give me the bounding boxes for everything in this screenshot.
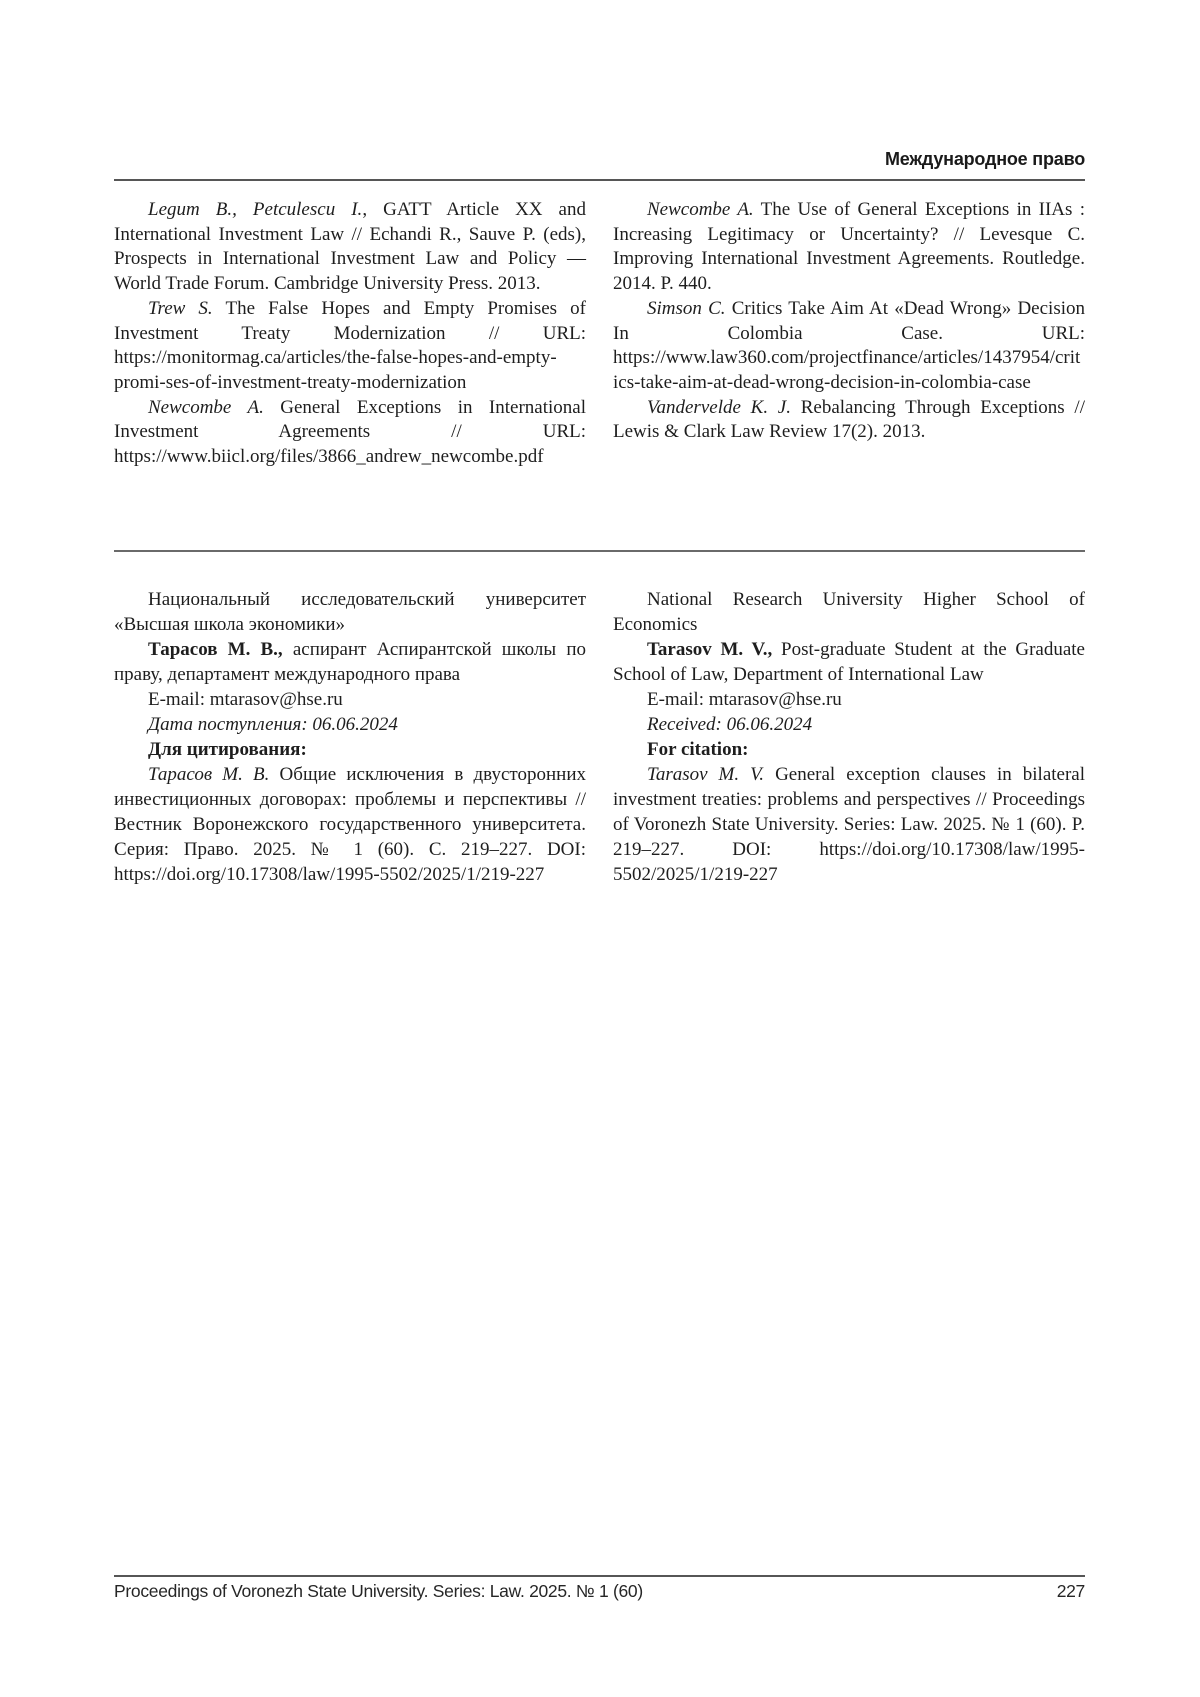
citation-author-ru: Тарасов М. В. xyxy=(148,764,270,785)
page-footer xyxy=(114,1581,1085,1602)
author-position-en: Post-graduate Student at the Graduate School of Law, Department of International Law xyxy=(613,639,1085,685)
reference-authors: Vandervelde K. J. xyxy=(647,396,791,418)
reference-text: , GATT Article XX and International Investment Law // Echandi R., Sauve P. (eds), Prospects in International Investment Law and Policy — World Trade Forum. Cambridge University Press. 2013. xyxy=(114,199,586,295)
reference-entry xyxy=(613,198,1085,297)
citation-author-en: Tarasov M. V. xyxy=(647,764,765,785)
footer-rule xyxy=(114,1575,1085,1577)
reference-authors: Newcombe A. xyxy=(148,396,264,418)
author-email-ru: E-mail: mtarasov@hse.ru xyxy=(148,689,343,710)
reference-entry xyxy=(613,396,1085,445)
citation-ru xyxy=(114,762,586,887)
author-position-ru: аспирант Аспирантской школы по праву, департамент международного права xyxy=(114,639,586,685)
references-right-column xyxy=(613,198,1085,470)
author-info-en xyxy=(613,637,1085,687)
citation-heading-ru: Для цитирования: xyxy=(148,739,307,760)
citation-text-ru: Общие исключения в двусторонних инвестиционных договорах: проблемы и перспективы // Вестник Воронежского государственного университета. Серия: Право. 2025. № 1 (60). С. 219–227. DOI: https://doi.org/10.17308/law/1995-5502/2025/1/219-227 xyxy=(114,764,586,885)
section-label: Международное право xyxy=(884,149,1085,169)
reference-entry xyxy=(613,297,1085,396)
reference-text: The False Hopes and Empty Promises of Investment Treaty Modernization // URL: https://monitormag.ca/articles/the-false-hopes-and-empty-promi-ses-of-investment-treaty-modernization xyxy=(114,297,586,393)
journal-info: Proceedings of Voronezh State University. Series: Law. 2025. № 1 (60) xyxy=(114,1581,643,1601)
authors-ru-column xyxy=(114,587,586,887)
references-left-column xyxy=(114,198,586,470)
references-block xyxy=(114,198,1085,470)
reference-authors: Newcombe A. xyxy=(647,199,754,220)
reference-authors: Simson C. xyxy=(647,297,726,319)
affiliation-en: National Research University Higher School of Economics xyxy=(613,589,1085,635)
running-head xyxy=(114,149,1085,170)
reference-authors: Trew S. xyxy=(148,297,213,319)
reference-text: The Use of General Exceptions in IIAs : Increasing Legitimacy or Uncertainty? // Levesque C. Improving International Investment Agreements. Routledge. 2014. P. 440. xyxy=(613,199,1085,295)
received-date-en: Received: 06.06.2024 xyxy=(647,714,813,735)
author-name-en: Tarasov M. V., xyxy=(647,639,773,660)
received-date-ru: Дата поступления: 06.06.2024 xyxy=(148,714,398,735)
author-name-ru: Тарасов М. В., xyxy=(148,639,283,660)
reference-entry xyxy=(114,198,586,297)
reference-text: Rebalancing Through Exceptions // Lewis & Clark Law Review 17(2). 2013. xyxy=(613,396,1085,443)
reference-text: General Exceptions in International Investment Agreements // URL: https://www.biicl.org/files/3866_andrew_newcombe.pdf xyxy=(114,396,586,468)
page-number: 227 xyxy=(1056,1581,1085,1601)
author-info-ru xyxy=(114,637,586,687)
header-rule xyxy=(114,179,1085,181)
citation-text-en: General exception clauses in bilateral investment treaties: problems and perspectives // Proceedings of Voronezh State University. Series: Law. 2025. № 1 (60). P. 219–227. DOI: https://doi.org/10.17308/law/1995-5502/2025/1/219-227 xyxy=(613,764,1085,885)
authors-en-column xyxy=(613,587,1085,887)
reference-entry xyxy=(114,297,586,396)
affiliation-ru: Национальный исследовательский университет «Высшая школа экономики» xyxy=(114,589,586,635)
reference-authors: Legum B., Petculescu I. xyxy=(148,199,363,220)
citation-en xyxy=(613,762,1085,887)
section-divider-rule xyxy=(114,550,1085,552)
reference-entry xyxy=(114,396,586,470)
authors-block xyxy=(114,587,1085,887)
reference-text: Critics Take Aim At «Dead Wrong» Decision In Colombia Case. URL: https://www.law360.com/projectfinance/articles/1437954/critics-take-aim-at-dead-wrong-decision-in-colombia-case xyxy=(613,297,1085,393)
citation-heading-en: For citation: xyxy=(647,739,749,760)
author-email-en: E-mail: mtarasov@hse.ru xyxy=(647,689,842,710)
